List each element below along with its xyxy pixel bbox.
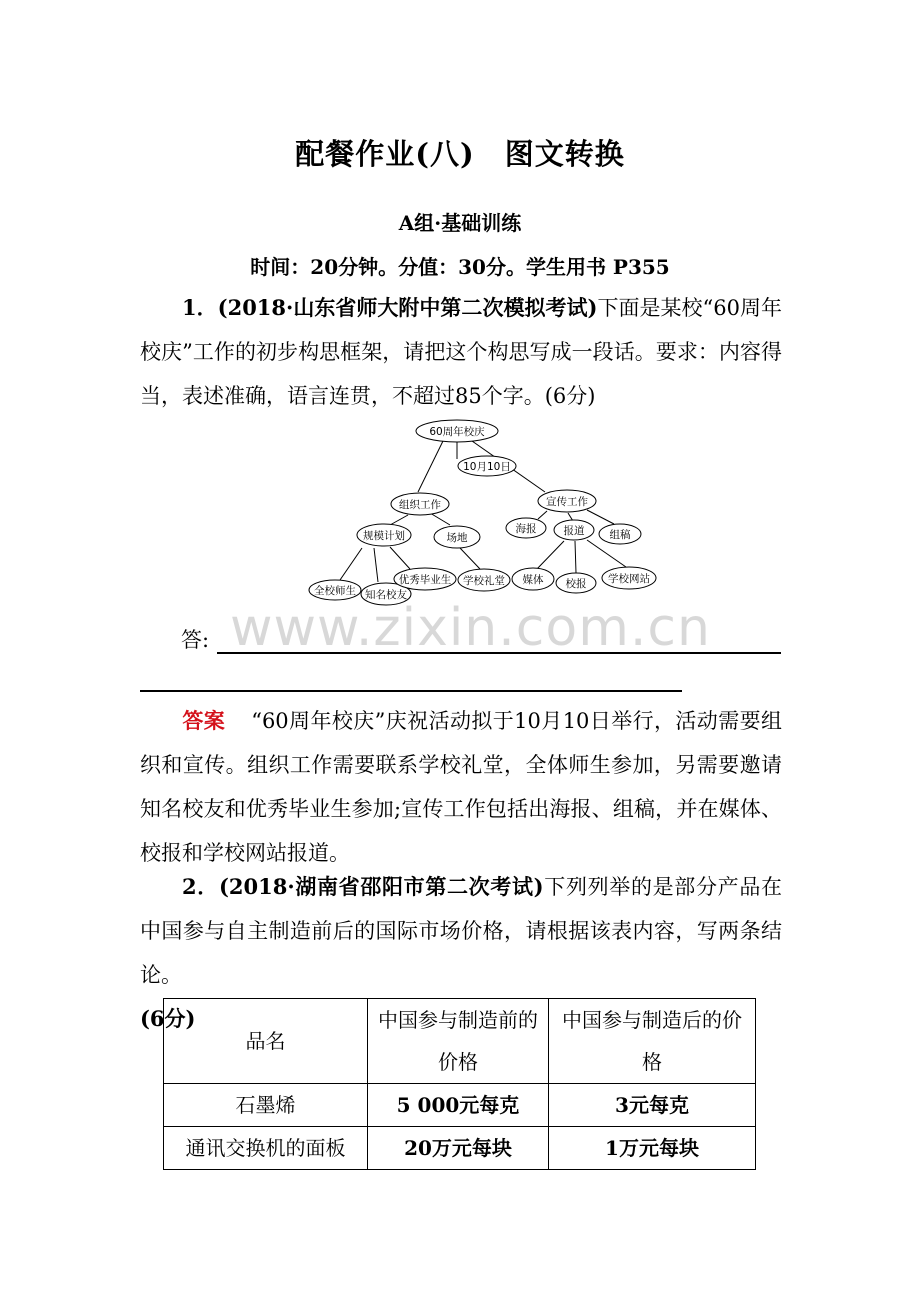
- table-header-row: [164, 999, 756, 1084]
- node-alumni-label: 知名校友: [365, 589, 407, 601]
- answer-key-label: 答案: [182, 708, 226, 733]
- node-root-label: 60周年校庆: [429, 426, 485, 438]
- question-2-source: (2018·湖南省邵阳市第二次考试): [218, 874, 544, 899]
- concept-diagram: [300, 417, 670, 612]
- table-cell: 20万元每块: [368, 1127, 549, 1170]
- node-date-label: 10月10日: [463, 461, 511, 473]
- node-school-paper-label: 校报: [565, 578, 587, 590]
- node-scale-label: 规模计划: [363, 530, 405, 542]
- table-row: [164, 1127, 756, 1170]
- table-cell: 5 000元每克: [368, 1084, 549, 1127]
- answer-key: [140, 699, 782, 875]
- table-row: [164, 1084, 756, 1127]
- node-organize-label: 组织工作: [399, 499, 441, 511]
- page-title: 配餐作业(八) 图文转换: [295, 137, 625, 171]
- table-header-cell: 中国参与制造后的价格: [549, 999, 756, 1084]
- node-poster-label: 海报: [515, 523, 537, 535]
- question-2-number: 2．: [182, 874, 219, 899]
- time-info: 时间：20分钟。分值：30分。学生用书 P355: [250, 255, 670, 279]
- question-1-source: (2018·山东省师大附中第二次模拟考试): [217, 295, 598, 320]
- question-2-score: (6分): [140, 1006, 196, 1031]
- table-cell: 通讯交换机的面板: [164, 1127, 368, 1170]
- node-report-label: 报道: [563, 525, 585, 537]
- table-header-cell: 中国参与制造前的价格: [368, 999, 549, 1084]
- price-table: [163, 998, 756, 1170]
- question-1-text: 下面是某校“60周年校庆”工作的初步构思框架，请把这个构思写成一段话。要求：内容得当，表述准确，语言连贯，不超过85个字。(6分): [140, 296, 782, 408]
- answer-key-text: “60周年校庆”庆祝活动拟于10月10日举行，活动需要组织和宣传。组织工作需要联系学校礼堂，全体师生参加，另需要邀请知名校友和优秀毕业生参加;宣传工作包括出海报、组稿，并在媒体、校报和学校网站报道。: [140, 709, 783, 865]
- node-venue-label: 场地: [446, 532, 468, 544]
- table-cell: 1万元每块: [549, 1127, 756, 1170]
- node-graduates-label: 优秀毕业生: [398, 574, 452, 586]
- answer-line-2: [140, 690, 682, 692]
- question-2-text: 下列列举的是部分产品在中国参与自主制造前后的国际市场价格，请根据该表内容，写两条结论。: [140, 875, 782, 987]
- node-manuscript-label: 组稿: [609, 529, 631, 541]
- section-subtitle: A组·基础训练: [398, 211, 522, 235]
- node-publicity-label: 宣传工作: [546, 496, 588, 508]
- node-all-label: 全校师生: [314, 585, 356, 597]
- node-auditorium-label: 学校礼堂: [463, 575, 505, 587]
- table-cell: 3元每克: [549, 1084, 756, 1127]
- answer-label: 答:: [181, 628, 210, 652]
- question-1: [140, 286, 782, 418]
- watermark: www.zixin.com.cn: [230, 598, 711, 658]
- node-media-label: 媒体: [522, 574, 544, 586]
- answer-line-1: [217, 652, 781, 654]
- node-website-label: 学校网站: [608, 573, 650, 585]
- table-cell: 石墨烯: [164, 1084, 368, 1127]
- table-header-cell: 品名: [164, 999, 368, 1084]
- question-1-number: 1．: [182, 295, 218, 320]
